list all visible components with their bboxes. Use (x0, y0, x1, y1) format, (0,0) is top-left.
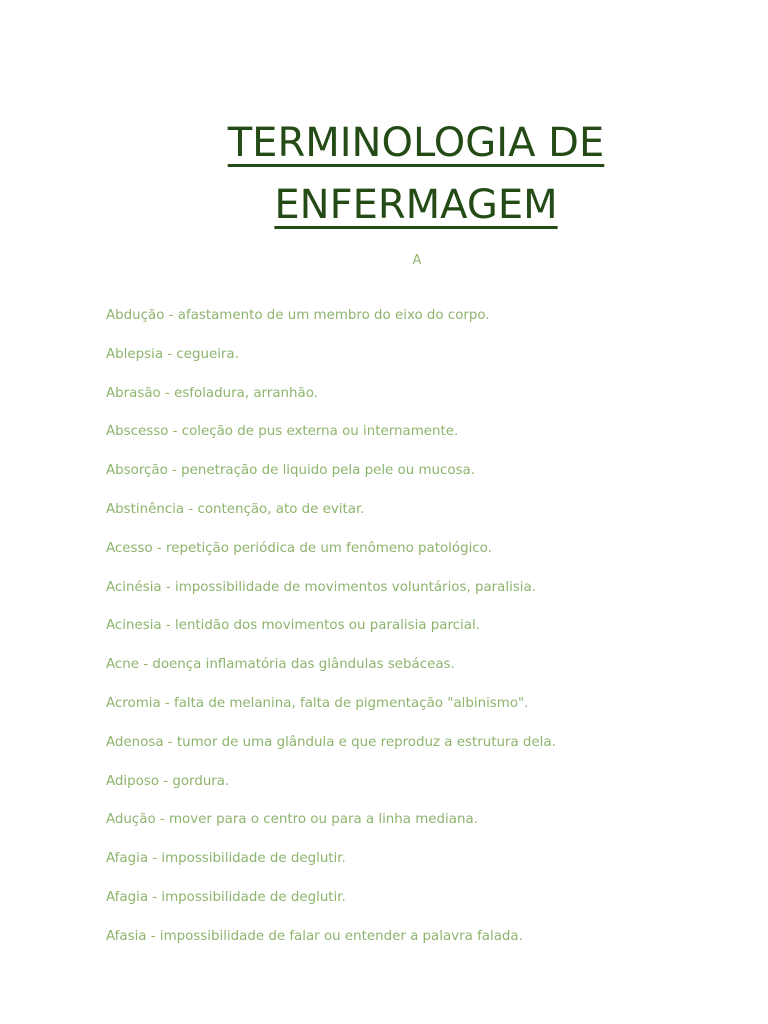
glossary-entry: Afagia - impossibilidade de deglutir. (106, 851, 346, 867)
glossary-entry: Acinésia - impossibilidade de movimentos voluntários, paralisia. (106, 579, 536, 595)
glossary-entry: Abstinência - contenção, ato de evitar. (106, 501, 365, 517)
glossary-entry: Afagia - impossibilidade de deglutir. (106, 889, 346, 905)
glossary-entry: Ablepsia - cegueira. (106, 346, 239, 362)
glossary-entry: Adenosa - tumor de uma glândula e que reproduz a estrutura dela. (106, 734, 556, 750)
glossary-entry: Abscesso - coleção de pus externa ou internamente. (106, 424, 459, 440)
section-letter: A (412, 253, 422, 268)
glossary-entry: Abrasão - esfoladura, arranhão. (106, 385, 318, 401)
glossary-list (106, 306, 726, 966)
glossary-entry: Absorção - penetração de liquido pela pele ou mucosa. (106, 463, 476, 479)
glossary-entry: Afasia - impossibilidade de falar ou entender a palavra falada. (106, 928, 523, 944)
glossary-entry: Acne - doença inflamatória das glândulas sebáceas. (106, 657, 455, 673)
glossary-entry: Adiposo - gordura. (106, 773, 230, 789)
glossary-entry: Adução - mover para o centro ou para a linha mediana. (106, 812, 478, 828)
title-line-2: ENFERMAGEM (274, 182, 558, 228)
glossary-entry: Abdução - afastamento de um membro do eixo do corpo. (106, 308, 490, 323)
glossary-entry: Acromia - falta de melanina, falta de pigmentação "albinismo". (106, 695, 529, 711)
glossary-entry: Acesso - repetição periódica de um fenômeno patológico. (106, 540, 492, 556)
glossary-entry: Acinesia - lentidão dos movimentos ou paralisia parcial. (106, 618, 480, 634)
title-line-1: TERMINOLOGIA DE (227, 120, 605, 166)
document-title (150, 112, 682, 236)
